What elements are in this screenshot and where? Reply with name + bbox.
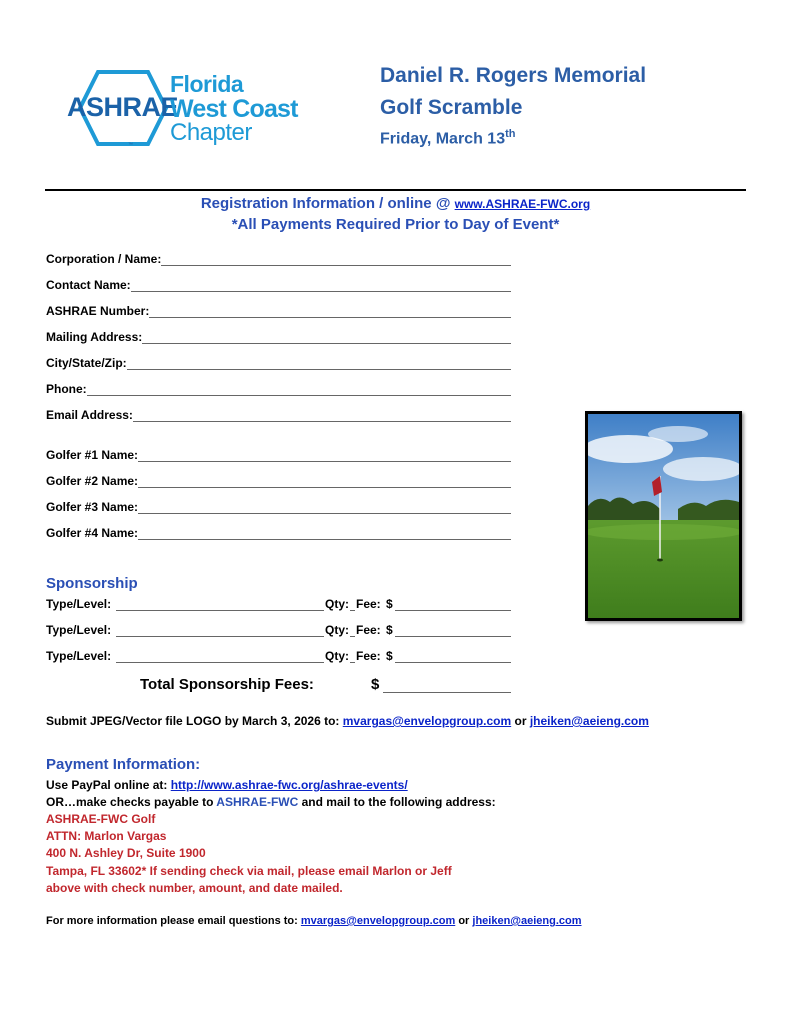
form-field-label: Phone: — [46, 382, 87, 396]
total-sponsorship-field[interactable] — [383, 692, 511, 693]
golfer-row — [46, 500, 138, 516]
payment-notice: *All Payments Required Prior to Day of Event* — [231, 216, 560, 233]
registration-heading-text: Registration Information / online @ — [200, 195, 455, 212]
golfer-row — [46, 448, 138, 464]
golfer-name-label: Golfer #3 Name: — [46, 500, 139, 514]
golfer-row — [46, 526, 138, 542]
address-line-1: ASHRAE-FWC Golf — [46, 812, 156, 826]
total-sponsorship-label: Total Sponsorship Fees: — [140, 676, 314, 693]
form-row — [46, 252, 161, 268]
golf-flag-icon — [588, 414, 739, 618]
header-divider — [45, 189, 746, 191]
logo-ashrae-text: ASHRAE — [67, 92, 179, 122]
sponsor-qty-label: Qty: — [325, 623, 349, 637]
form-field-label: ASHRAE Number: — [46, 304, 150, 318]
form-field-label: Mailing Address: — [46, 330, 143, 344]
sponsor-fee-dollar: $ — [386, 649, 393, 663]
address-line-5: above with check number, amount, and date mailed. — [46, 881, 343, 895]
total-dollar-sign: $ — [371, 676, 380, 693]
golfer-name-input[interactable] — [138, 513, 511, 514]
check-payee: ASHRAE-FWC — [216, 795, 299, 809]
footer-email-link-1[interactable]: mvargas@envelopgroup.com — [300, 915, 456, 927]
form-field-input[interactable] — [127, 369, 511, 370]
golfer-name-input[interactable] — [138, 487, 511, 488]
logo-florida-text: Florida — [170, 71, 244, 97]
form-field-label: Contact Name: — [46, 278, 131, 292]
event-title-line2: Golf Scramble — [380, 96, 523, 119]
sponsor-type-input[interactable] — [116, 610, 324, 611]
sponsor-fee-label: Fee: — [356, 649, 381, 663]
logo-submit-or: or — [511, 714, 530, 728]
paypal-text: Use PayPal online at: — [46, 778, 171, 792]
check-text-2: and mail to the following address: — [298, 795, 496, 809]
logo-submit-text: Submit JPEG/Vector file LOGO by March 3, 2026 to: — [46, 714, 343, 728]
sponsor-qty-label: Qty: — [325, 649, 349, 663]
check-text-1: OR…make checks payable to — [46, 795, 217, 809]
event-title-line1: Daniel R. Rogers Memorial — [380, 64, 647, 87]
logo-chapter-text: Chapter — [170, 119, 252, 146]
form-row — [46, 382, 87, 398]
address-line-2: ATTN: Marlon Vargas — [46, 829, 167, 843]
sponsor-type-input[interactable] — [116, 636, 324, 637]
footer-email-link-2[interactable]: jheiken@aeieng.com — [472, 915, 582, 927]
sponsor-qty-input[interactable] — [350, 662, 355, 663]
sponsor-type-label: Type/Level: — [46, 649, 112, 663]
logo-submit-line — [46, 714, 649, 728]
address-line-3: 400 N. Ashley Dr, Suite 1900 — [46, 846, 206, 860]
sponsor-fee-input[interactable] — [395, 610, 511, 611]
logo-west-coast-text: West Coast — [170, 95, 298, 123]
logo-email-link-1[interactable]: mvargas@envelopgroup.com — [342, 714, 512, 728]
form-field-label: Email Address: — [46, 408, 133, 422]
form-row — [46, 330, 142, 346]
sponsor-fee-dollar: $ — [386, 597, 393, 611]
address-line-4: Tampa, FL 33602* If sending check via mail, please email Marlon or Jeff — [46, 864, 452, 878]
sponsor-qty-label: Qty: — [325, 597, 349, 611]
form-field-input[interactable] — [131, 291, 511, 292]
paypal-link[interactable]: http://www.ashrae-fwc.org/ashrae-events/ — [170, 778, 408, 792]
form-field-input[interactable] — [142, 343, 511, 344]
golfer-name-input[interactable] — [138, 461, 511, 462]
form-field-label: City/State/Zip: — [46, 356, 127, 370]
sponsor-fee-input[interactable] — [395, 662, 511, 663]
form-row — [46, 356, 127, 372]
sponsor-type-input[interactable] — [116, 662, 324, 663]
event-date — [380, 128, 515, 148]
website-link[interactable]: www.ASHRAE-FWC.org — [454, 197, 591, 211]
sponsor-type-label: Type/Level: — [46, 597, 112, 611]
paypal-line — [46, 778, 408, 792]
sponsor-type-label: Type/Level: — [46, 623, 112, 637]
golfer-name-label: Golfer #4 Name: — [46, 526, 139, 540]
check-line — [46, 795, 496, 809]
event-date-text: Friday, March 13 — [380, 130, 506, 148]
form-row — [46, 304, 149, 320]
form-row — [46, 408, 133, 424]
form-field-input[interactable] — [133, 421, 511, 422]
sponsor-fee-dollar: $ — [386, 623, 393, 637]
svg-text:™: ™ — [128, 142, 133, 148]
sponsor-fee-label: Fee: — [356, 623, 381, 637]
sponsor-qty-input[interactable] — [350, 636, 355, 637]
form-row — [46, 278, 131, 294]
footer-line — [46, 915, 582, 927]
sponsorship-heading: Sponsorship — [46, 575, 138, 592]
sponsor-fee-label: Fee: — [356, 597, 381, 611]
sponsor-qty-input[interactable] — [350, 610, 355, 611]
golfer-row — [46, 474, 138, 490]
registration-heading — [45, 195, 746, 212]
footer-text: For more information please email questions to: — [46, 915, 301, 927]
event-date-suffix: th — [505, 128, 516, 140]
payment-heading: Payment Information: — [46, 756, 201, 773]
golf-green-photo — [585, 411, 742, 621]
form-field-input[interactable] — [149, 317, 511, 318]
logo-email-link-2[interactable]: jheiken@aeieng.com — [529, 714, 649, 728]
form-field-label: Corporation / Name: — [46, 252, 162, 266]
golfer-name-label: Golfer #2 Name: — [46, 474, 139, 488]
golfer-name-input[interactable] — [138, 539, 511, 540]
golfer-name-label: Golfer #1 Name: — [46, 448, 139, 462]
sponsor-fee-input[interactable] — [395, 636, 511, 637]
form-field-input[interactable] — [87, 395, 511, 396]
form-field-input[interactable] — [161, 265, 511, 266]
footer-or: or — [455, 915, 473, 927]
